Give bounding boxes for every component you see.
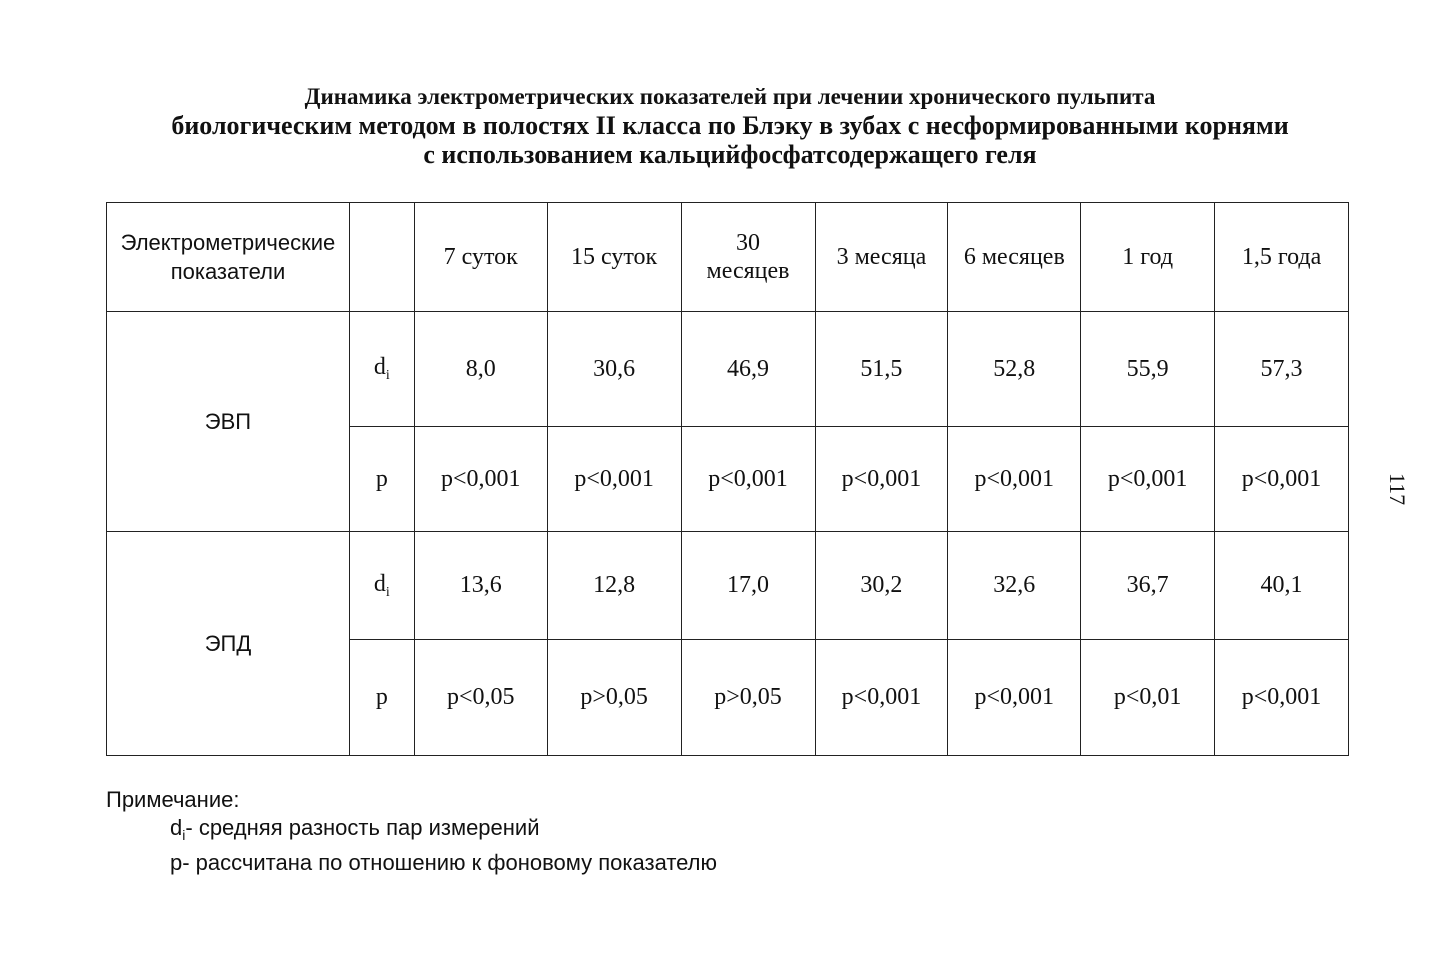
- p-value: p<0,001: [815, 640, 948, 756]
- table-note: [106, 786, 717, 877]
- p-value: p<0,001: [948, 427, 1081, 532]
- period-header: 7 суток: [414, 203, 547, 312]
- d-value: 13,6: [414, 532, 547, 640]
- d-value: 32,6: [948, 532, 1081, 640]
- title-line-3: с использованием кальцийфосфатсодержащего геля: [423, 140, 1037, 169]
- d-value: 17,0: [681, 532, 815, 640]
- d-value: 36,7: [1081, 532, 1215, 640]
- p-value: p<0,001: [1215, 640, 1349, 756]
- p-value: p>0,05: [547, 640, 681, 756]
- p-value: p<0,001: [1081, 427, 1215, 532]
- p-value: p<0,001: [414, 427, 547, 532]
- period-header: 1,5 года: [1215, 203, 1349, 312]
- d-value: 51,5: [815, 312, 948, 427]
- p-label: p: [349, 427, 414, 532]
- p-value: p<0,001: [815, 427, 948, 532]
- header-empty: [349, 203, 414, 312]
- p-label: p: [349, 640, 414, 756]
- p-value: p<0,001: [948, 640, 1081, 756]
- d-label: $d_i$: [349, 312, 414, 427]
- electrometric-table: [106, 202, 1349, 756]
- d-label: $d_i$: [349, 532, 414, 640]
- d-value: 52,8: [948, 312, 1081, 427]
- period-header: 15 суток: [547, 203, 681, 312]
- period-header: 6 месяцев: [948, 203, 1081, 312]
- period-header: 1 год: [1081, 203, 1215, 312]
- table-row: [107, 312, 1349, 427]
- d-value: 30,2: [815, 532, 948, 640]
- p-value: p>0,05: [681, 640, 815, 756]
- period-header: 30 месяцев: [681, 203, 815, 312]
- p-value: p<0,01: [1081, 640, 1215, 756]
- page-number: 117: [1385, 472, 1411, 506]
- title-line-1: Динамика электрометрических показателей при лечении хронического пульпита: [304, 84, 1156, 109]
- p-value: p<0,001: [1215, 427, 1349, 532]
- d-value: 46,9: [681, 312, 815, 427]
- d-value: 40,1: [1215, 532, 1349, 640]
- p-value: p<0,05: [414, 640, 547, 756]
- table-row: [107, 532, 1349, 640]
- period-header: 3 месяца: [815, 203, 948, 312]
- d-value: 57,3: [1215, 312, 1349, 427]
- table-title: [60, 82, 1400, 169]
- d-value: 8,0: [414, 312, 547, 427]
- d-value: 12,8: [547, 532, 681, 640]
- d-value: 30,6: [547, 312, 681, 427]
- p-value: p<0,001: [681, 427, 815, 532]
- header-label: Электрометрические показатели: [107, 203, 350, 312]
- note-item-d: $d_i-$ средняя разность пар измерений: [170, 815, 540, 843]
- d-value: 55,9: [1081, 312, 1215, 427]
- group-name-evp: ЭВП: [107, 312, 350, 532]
- title-line-2: биологическим методом в полостях II класса по Блэку в зубах с несформированными корнями: [171, 111, 1289, 140]
- p-value: p<0,001: [547, 427, 681, 532]
- group-name-epd: ЭПД: [107, 532, 350, 756]
- note-heading: Примечание:: [106, 787, 240, 812]
- note-item-p: p- рассчитана по отношению к фоновому показателю: [170, 850, 717, 875]
- header-row: [107, 203, 1349, 312]
